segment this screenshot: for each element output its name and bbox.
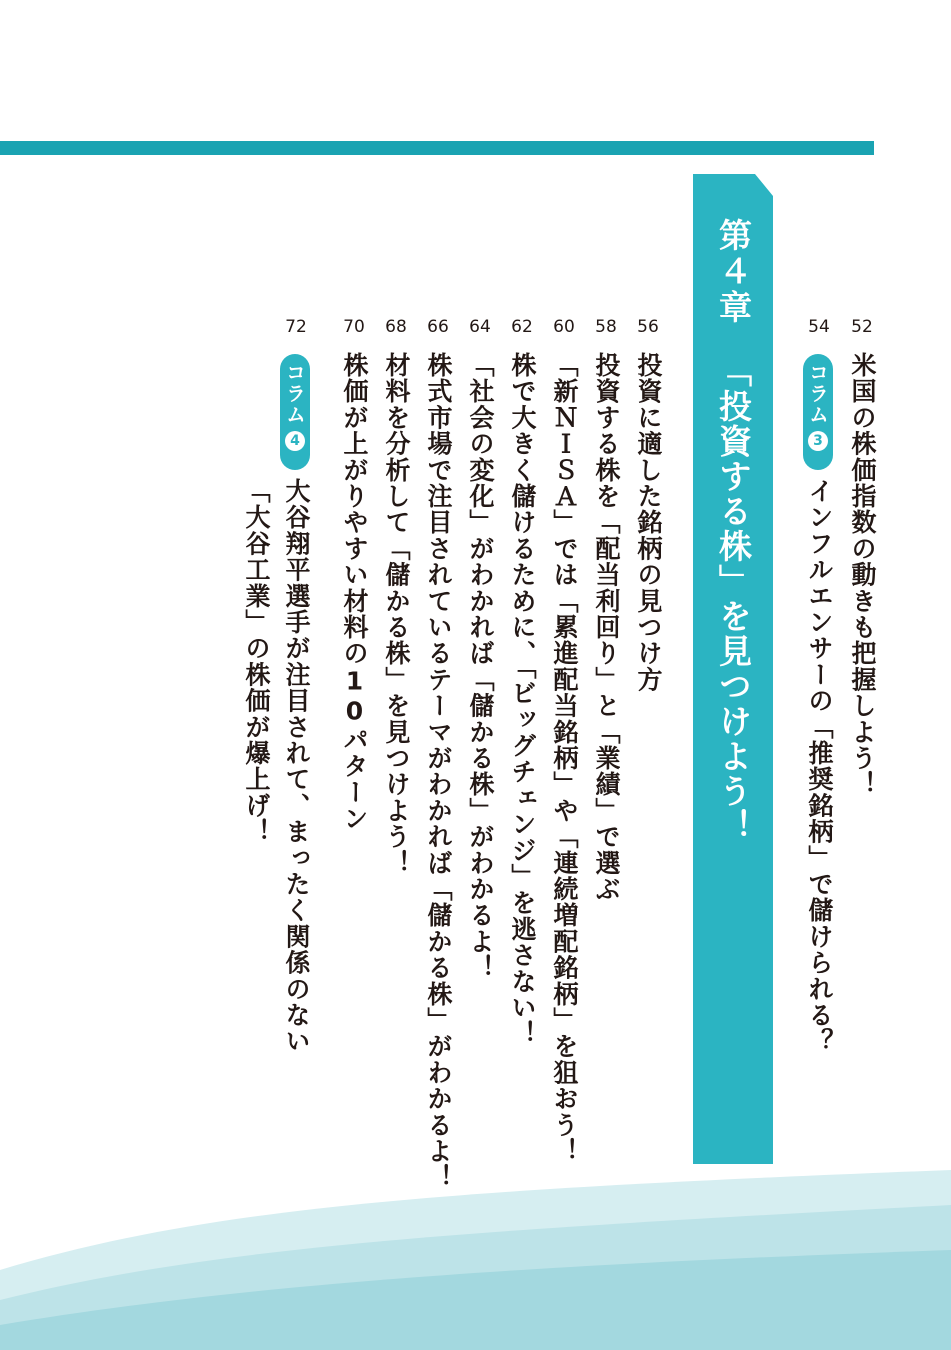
entry-title: 「新ＮＩＳＡ」では「累進配当銘柄」や「連続増配銘柄」を狙おう！ bbox=[550, 352, 579, 1165]
toc-entry-60[interactable] bbox=[544, 316, 584, 1165]
toc-entry-72[interactable] bbox=[242, 316, 316, 1055]
page-number: 70 bbox=[343, 317, 365, 337]
toc-entry-52[interactable] bbox=[842, 316, 882, 798]
page-number: 60 bbox=[553, 317, 575, 337]
page-number: 66 bbox=[427, 317, 449, 337]
chapter-label: 第４章 bbox=[714, 218, 753, 326]
toc-entry-66[interactable] bbox=[418, 316, 458, 1191]
column-number-icon: 4 bbox=[285, 431, 305, 451]
entry-title: 「社会の変化」がわかれば「儲かる株」がわかるよ！ bbox=[466, 352, 495, 981]
entry-title: 投資する株を「配当利回り」と「業績」で選ぶ bbox=[592, 352, 621, 903]
page-number: 64 bbox=[469, 317, 491, 337]
toc-entry-56[interactable] bbox=[628, 316, 668, 693]
page-number: 54 bbox=[808, 317, 830, 337]
column-label: コラム bbox=[282, 362, 307, 425]
column-label: コラム bbox=[805, 362, 830, 425]
header-rule bbox=[0, 141, 874, 155]
entry-title: 株式市場で注目されているテーマがわかれば「儲かる株」がわかるよ！ bbox=[424, 352, 453, 1191]
page-number: 62 bbox=[511, 317, 533, 337]
entry-title-line1: 大谷翔平選手が注目されて、まったく関係のない bbox=[282, 478, 311, 1055]
wave-decoration bbox=[0, 1150, 951, 1350]
column-badge bbox=[803, 354, 833, 470]
entry-title: 材料を分析して「儲かる株」を見つけよう！ bbox=[382, 352, 411, 876]
page-number: 68 bbox=[385, 317, 407, 337]
toc-entry-54[interactable] bbox=[799, 316, 839, 1055]
entry-title: 投資に適した銘柄の見つけ方 bbox=[634, 352, 663, 693]
page-number: 52 bbox=[851, 317, 873, 337]
toc-entry-70[interactable] bbox=[334, 316, 374, 832]
toc-entry-58[interactable] bbox=[586, 316, 626, 903]
entry-title-line2: 「大谷工業」の株価が爆上げ！ bbox=[242, 478, 271, 845]
entry-title: 米国の株価指数の動きも把握しよう！ bbox=[848, 352, 877, 798]
page-number: 56 bbox=[637, 317, 659, 337]
entry-title: インフルエンサーの「推奨銘柄」で儲けられる？ bbox=[805, 478, 834, 1055]
column-badge bbox=[280, 354, 310, 470]
entry-title: 株価が上がりやすい材料の10パターン bbox=[340, 352, 369, 832]
column-number-icon: 3 bbox=[808, 431, 828, 451]
chapter-title: 「投資する株」を見つけよう！ bbox=[714, 354, 753, 844]
chapter-banner bbox=[693, 174, 773, 1164]
toc-entry-62[interactable] bbox=[502, 316, 542, 1047]
entry-title: 株で大きく儲けるために、「ビッグチェンジ」を逃さない！ bbox=[508, 352, 537, 1047]
toc-entry-68[interactable] bbox=[376, 316, 416, 876]
toc-entry-64[interactable] bbox=[460, 316, 500, 981]
page-number: 72 bbox=[285, 317, 307, 337]
page-number: 58 bbox=[595, 317, 617, 337]
